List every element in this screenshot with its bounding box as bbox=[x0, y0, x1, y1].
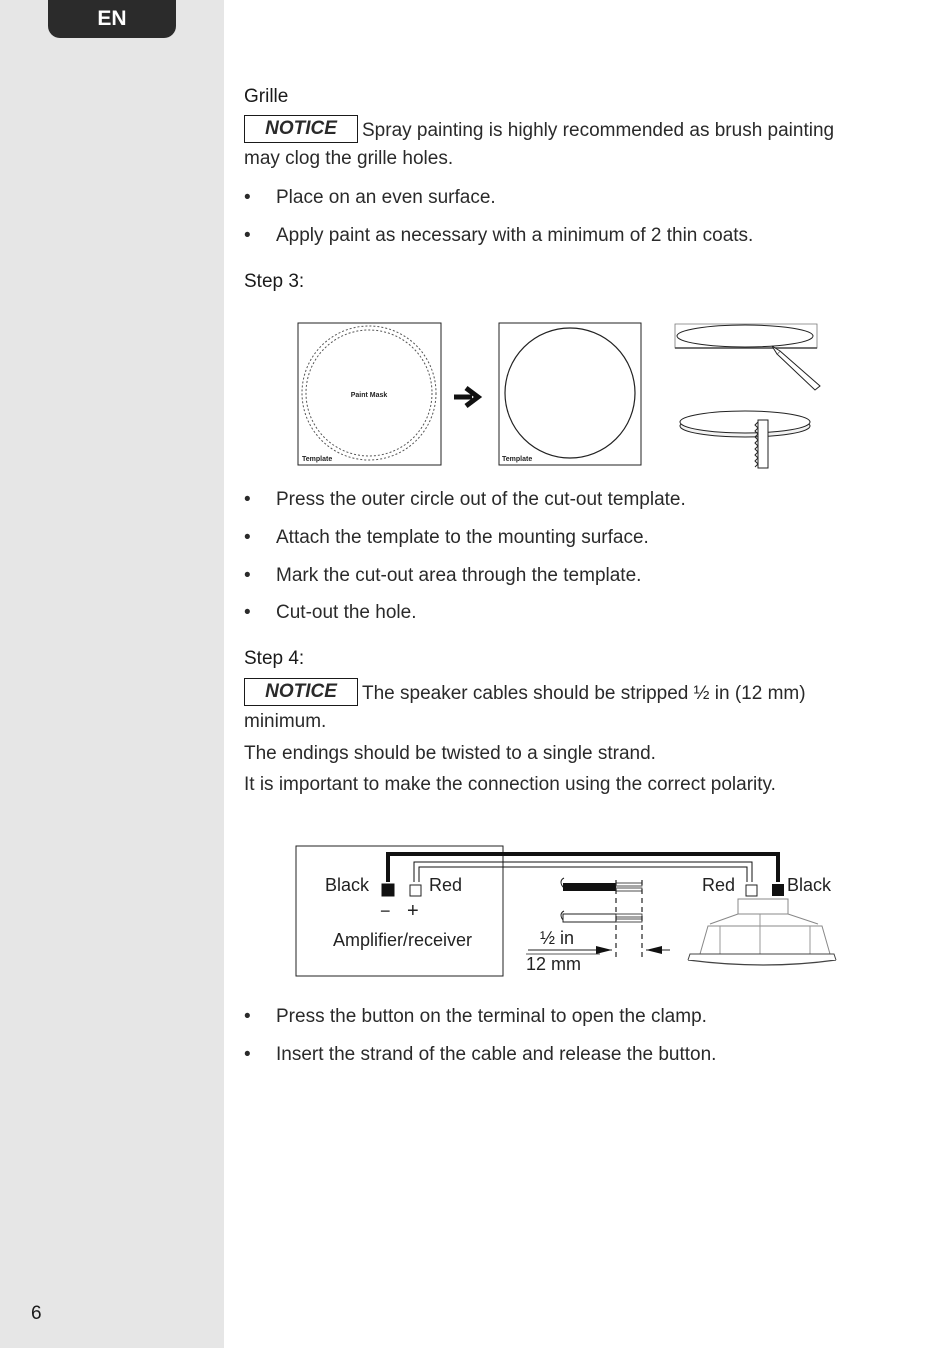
amp-red-label: Red bbox=[429, 875, 463, 895]
bullet-icon: • bbox=[244, 225, 251, 246]
notice-label: NOTICE bbox=[244, 678, 358, 706]
terminal-red bbox=[410, 885, 421, 896]
amplifier-label: Amplifier/receiver bbox=[333, 930, 473, 950]
bullet-icon: • bbox=[244, 1006, 251, 1027]
minus-symbol: − bbox=[380, 901, 391, 921]
step4-line-2: It is important to make the connection using the correct polarity. bbox=[244, 774, 776, 795]
bullet-icon: • bbox=[244, 187, 251, 208]
template-label: Template bbox=[502, 456, 533, 463]
sidebar bbox=[0, 0, 224, 1348]
step4-notice bbox=[244, 681, 874, 734]
speaker-black-label: Black bbox=[787, 875, 832, 895]
notice-label: NOTICE bbox=[244, 115, 358, 143]
grille-notice bbox=[244, 118, 874, 171]
pencil-marking-illustration bbox=[675, 324, 820, 390]
grille-heading: Grille bbox=[244, 86, 289, 107]
paint-mask-label: Paint Mask bbox=[350, 392, 388, 399]
terminal-black bbox=[382, 884, 394, 896]
half-inch-label: ½ in bbox=[540, 928, 575, 948]
speaker-illustration bbox=[688, 884, 836, 965]
step3-heading: Step 3: bbox=[244, 271, 305, 292]
notice-text: The speaker cables should be stripped ½ in (12 mm) minimum. bbox=[244, 683, 806, 732]
amp-black-label: Black bbox=[325, 875, 370, 895]
arrow-right-icon bbox=[454, 388, 478, 406]
bullet-icon: • bbox=[244, 489, 251, 510]
speaker-red-label: Red bbox=[702, 875, 736, 895]
mm-label: 12 mm bbox=[526, 954, 582, 974]
bullet-icon: • bbox=[244, 565, 251, 586]
plus-symbol: + bbox=[407, 900, 419, 922]
bullet-icon: • bbox=[244, 602, 251, 623]
step4-line-1: The endings should be twisted to a single strand. bbox=[244, 743, 656, 764]
notice-text: Spray painting is highly recommended as brush painting may clog the grille holes. bbox=[244, 120, 835, 169]
bullet-icon: • bbox=[244, 1044, 251, 1065]
wiring-diagram bbox=[290, 842, 850, 982]
bullet-icon: • bbox=[244, 527, 251, 548]
step3-figure bbox=[290, 318, 840, 478]
step4-heading: Step 4: bbox=[244, 648, 305, 669]
language-tab: EN bbox=[48, 0, 176, 38]
saw-cutting-illustration bbox=[680, 411, 810, 468]
page-number: 6 bbox=[31, 1303, 42, 1324]
template-label: Template bbox=[302, 456, 333, 463]
